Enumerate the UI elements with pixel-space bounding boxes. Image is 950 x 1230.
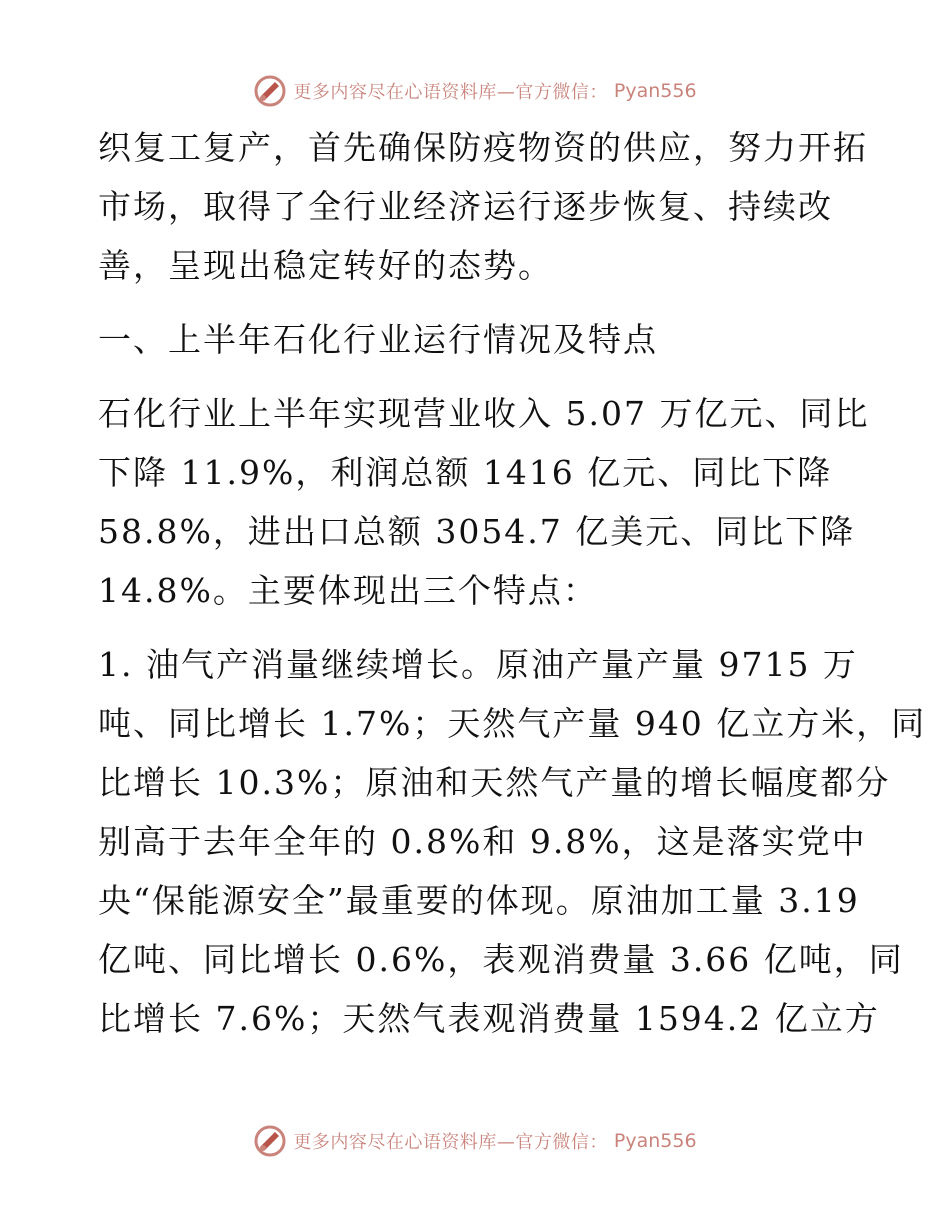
text-line: 吨、同比增长 1.7%；天然气产量 940 亿立方米，同 [98,704,927,743]
watermark-text: 更多内容尽在心语资料库—官方微信： [293,1132,608,1153]
text-line: 比增长 10.3%；原油和天然气产量的增长幅度都分 [98,763,891,802]
document-body [98,118,927,1048]
text-line: 善，呈现出稳定转好的态势。 [98,246,553,285]
text-line: 石化行业上半年实现营业收入 5.07 万亿元、同比 [98,394,870,433]
footer-watermark [0,1124,950,1158]
text-line: 下降 11.9%，利润总额 1416 亿元、同比下降 [98,453,833,492]
text-line: 58.8%，进出口总额 3054.7 亿美元、同比下降 [98,512,856,551]
brand-logo-icon [253,74,287,108]
header-watermark [0,74,950,108]
text-line: 比增长 7.6%；天然气表观消费量 1594.2 亿立方 [98,999,880,1038]
text-line: 亿吨、同比增长 0.6%，表观消费量 3.66 亿吨，同 [98,940,904,979]
watermark-text: 更多内容尽在心语资料库—官方微信： [293,82,608,103]
text-line: 央“保能源安全”最重要的体现。原油加工量 3.19 [98,881,860,920]
watermark-account: Pyan556 [613,1130,697,1152]
text-line: 别高于去年全年的 0.8%和 9.8%，这是落实党中 [98,822,867,861]
text-line: 14.8%。主要体现出三个特点： [98,571,598,610]
text-line: 1. 油气产消量继续增长。原油产量产量 9715 万 [98,645,858,684]
text-line: 织复工复产，首先确保防疫物资的供应，努力开拓 [98,128,868,167]
brand-logo-icon [253,1124,287,1158]
watermark-account: Pyan556 [613,80,697,102]
section-heading: 一、上半年石化行业运行情况及特点 [98,320,658,359]
text-line: 市场，取得了全行业经济运行逐步恢复、持续改 [98,187,833,226]
